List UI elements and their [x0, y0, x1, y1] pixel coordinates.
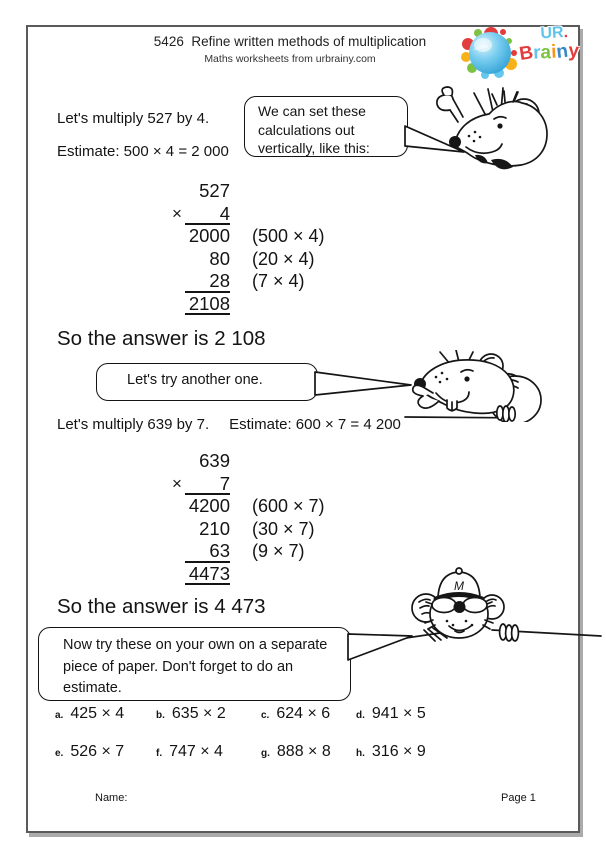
problem-expression: 635 × 2 — [171, 705, 226, 722]
calc-row — [172, 270, 325, 293]
multiplier: 4 — [185, 203, 230, 226]
logo-text — [517, 23, 580, 66]
calc-row — [172, 180, 325, 203]
problem-label: g. — [261, 748, 270, 759]
example1-estimate: Estimate: 500 × 4 = 2 000 — [57, 143, 229, 160]
cap-letter: M — [454, 579, 464, 593]
mouse-cartoon-3-icon — [395, 558, 605, 653]
calc-row — [172, 518, 325, 541]
example1-answer: So the answer is 2 108 — [57, 327, 266, 350]
problem-expression: 941 × 5 — [371, 705, 426, 722]
problem-label: h. — [356, 748, 365, 759]
page-number: Page 1 — [501, 792, 536, 804]
practice-problem — [356, 743, 486, 781]
calc-row — [172, 540, 325, 563]
logo-letter: r — [532, 42, 542, 64]
logo-letter: a — [540, 42, 552, 64]
partial-product: 28 — [185, 270, 230, 293]
name-label: Name: — [95, 792, 128, 804]
partial-product: 80 — [209, 247, 230, 269]
practice-problem — [55, 743, 156, 781]
partial-note: (7 × 4) — [252, 271, 305, 291]
times-sign: × — [172, 473, 182, 493]
practice-problem — [55, 705, 156, 743]
partial-product: 4200 — [188, 495, 230, 516]
practice-problem — [356, 705, 486, 743]
speech-bubble-2: Let's try another one. — [96, 363, 318, 401]
calc-row — [172, 203, 325, 226]
example2-intro: Let's multiply 639 by 7. — [57, 416, 210, 433]
calc-row — [172, 473, 325, 496]
example2-estimate: Estimate: 600 × 7 = 4 200 — [229, 416, 401, 433]
mouse-cartoon-2-icon — [403, 350, 578, 422]
partial-product: 2000 — [188, 225, 230, 246]
practice-problems — [55, 705, 486, 781]
speech-bubble-1-tail — [404, 118, 468, 158]
partial-product: 210 — [199, 517, 230, 539]
problem-label: f. — [156, 748, 163, 759]
practice-problem — [261, 743, 356, 781]
page-title: 5426 Refine written methods of multiplication — [153, 34, 427, 49]
problem-label: c. — [261, 710, 270, 721]
multiplicand: 639 — [199, 450, 230, 471]
problem-expression: 526 × 7 — [70, 743, 125, 760]
calc-row — [172, 563, 325, 586]
example2-answer: So the answer is 4 473 — [57, 595, 266, 618]
times-sign: × — [172, 203, 182, 223]
partial-note: (500 × 4) — [252, 226, 325, 246]
problem-label: a. — [55, 710, 64, 721]
urbrainy-logo — [461, 23, 580, 80]
calc-row — [172, 225, 325, 248]
calc-row — [172, 293, 325, 316]
vertical-calculation-2 — [172, 450, 325, 585]
example2-intro-line — [57, 416, 401, 433]
calc-total: 2108 — [185, 293, 230, 316]
logo-letter: i — [550, 41, 557, 63]
practice-problem — [156, 705, 261, 743]
problem-expression: 888 × 8 — [276, 743, 331, 760]
problem-expression: 425 × 4 — [70, 705, 125, 722]
problem-expression: 316 × 9 — [371, 743, 426, 760]
speech-bubble-3: Now try these on your own on a separate piece of paper. Don't forget to do an estimate. — [38, 627, 351, 701]
globe-icon — [461, 26, 519, 80]
problem-label: e. — [55, 748, 64, 759]
practice-problem — [261, 705, 356, 743]
partial-note: (20 × 4) — [252, 248, 315, 269]
speech-bubble-3-tail — [346, 627, 416, 663]
problem-label: d. — [356, 710, 365, 721]
logo-letter: n — [555, 40, 570, 63]
logo-letter: y — [567, 40, 580, 62]
example1-intro: Let's multiply 527 by 4. — [57, 110, 210, 127]
partial-note: (30 × 7) — [252, 518, 315, 539]
multiplier: 7 — [185, 473, 230, 496]
problem-label: b. — [156, 710, 165, 721]
multiplicand: 527 — [199, 180, 230, 201]
partial-note: (600 × 7) — [252, 496, 325, 516]
logo-brainy — [517, 40, 580, 66]
speech-bubble-1: We can set these calculations out vertically, like this: — [244, 96, 408, 157]
partial-product: 63 — [185, 540, 230, 563]
calc-row — [172, 495, 325, 518]
problem-expression: 747 × 4 — [169, 743, 223, 760]
page-subtitle: Maths worksheets from urbrainy.com — [204, 53, 376, 65]
calc-row — [172, 450, 325, 473]
speech-bubble-2-tail — [314, 367, 414, 399]
calc-total: 4473 — [185, 563, 230, 586]
practice-problem — [156, 743, 261, 781]
logo-ur: UR. — [540, 23, 569, 43]
vertical-calculation-1 — [172, 180, 325, 315]
calc-row — [172, 248, 325, 271]
problem-expression: 624 × 6 — [276, 705, 331, 722]
partial-note: (9 × 7) — [252, 541, 305, 561]
logo-letter: B — [517, 42, 535, 66]
